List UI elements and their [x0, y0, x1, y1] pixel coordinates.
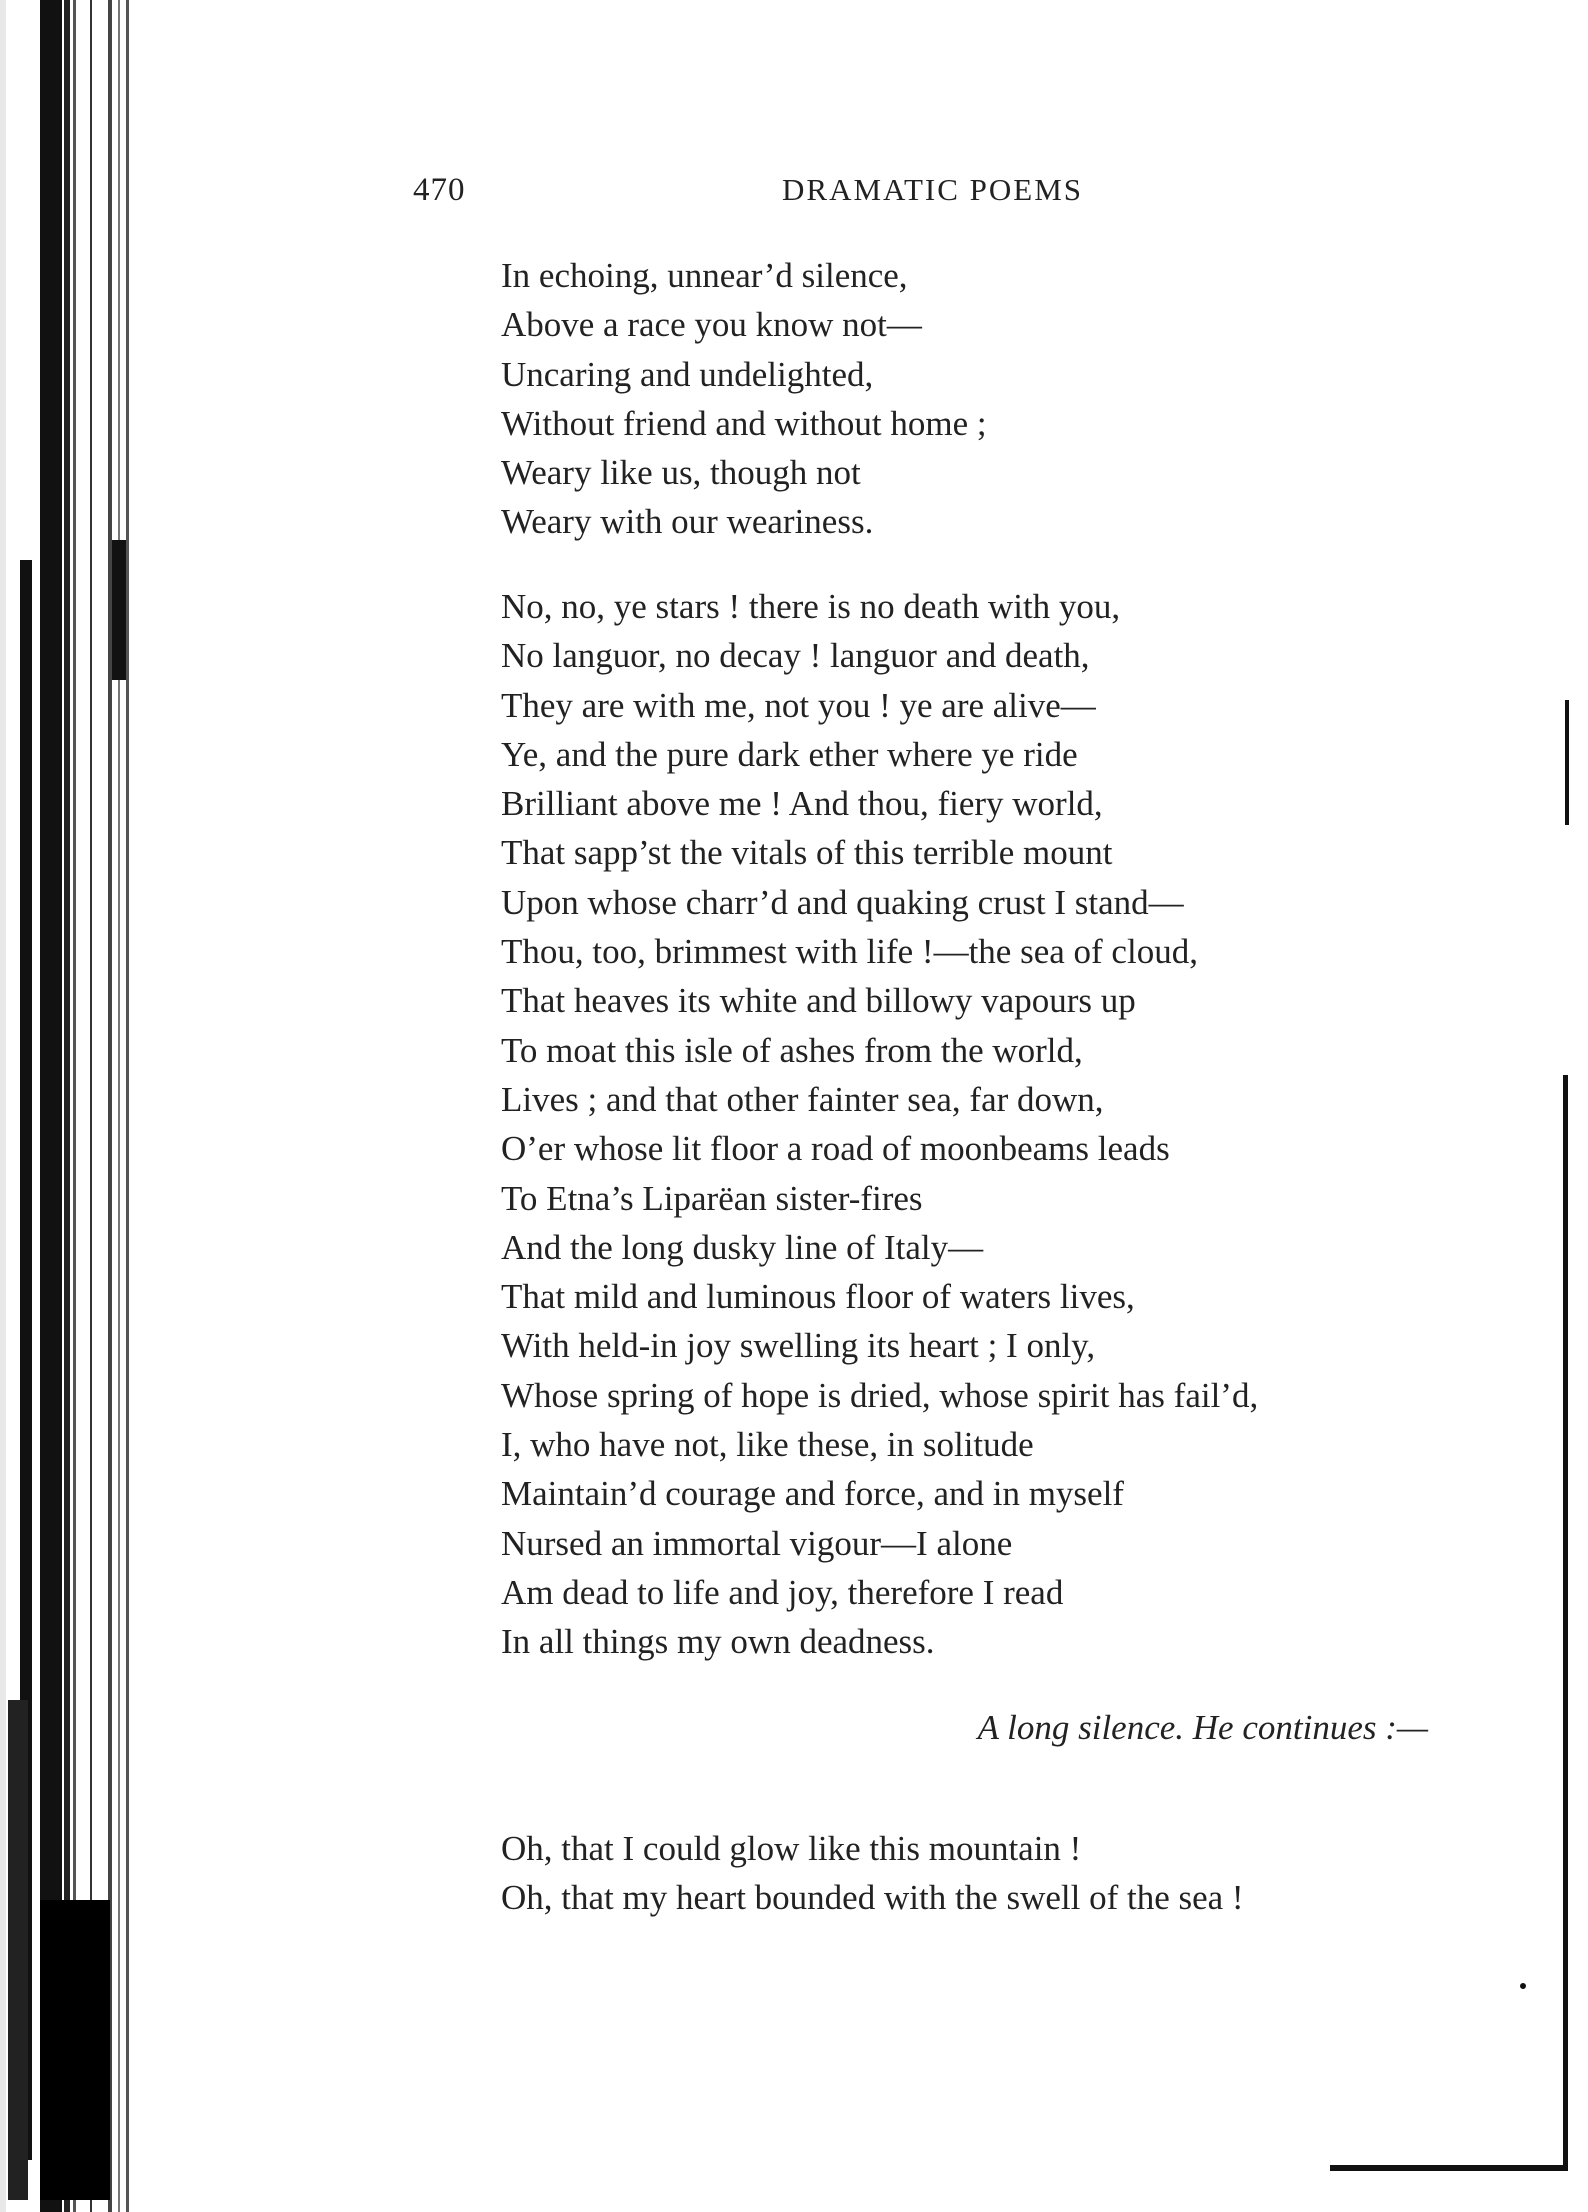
verse-line: Lives ; and that other fainter sea, far down,: [501, 1079, 1104, 1119]
verse-line: Uncaring and undelighted,: [501, 354, 874, 394]
stanza-3: [501, 1824, 1244, 1923]
verse-line: Upon whose charr’d and quaking crust I stand—: [501, 882, 1184, 922]
verse-line: Oh, that I could glow like this mountain !: [501, 1829, 1082, 1868]
verse-line: No, no, ye stars ! there is no death with you,: [501, 587, 1121, 626]
verse-line: They are with me, not you ! ye are alive—: [501, 685, 1096, 725]
verse-line: Am dead to life and joy, therefore I read: [501, 1572, 1064, 1612]
bottom-edge-line: [1330, 2165, 1568, 2171]
running-head: DRAMATIC POEMS: [782, 172, 1084, 207]
verse-line: Without friend and without home ;: [501, 403, 987, 443]
stage-direction: A long silence. He continues :—: [977, 1708, 1428, 1747]
stanza-2: [501, 582, 1258, 1667]
verse-line: Weary with our weariness.: [501, 502, 874, 542]
verse-line: To moat this isle of ashes from the world,: [501, 1030, 1083, 1070]
verse-line: Nursed an immortal vigour—I alone: [501, 1523, 1013, 1563]
verse-line: No languor, no decay ! languor and death,: [501, 636, 1090, 676]
binding-shadow: [0, 0, 135, 2212]
stanza-1: [501, 251, 987, 547]
verse-line: To Etna’s Liparëan sister-fires: [501, 1178, 923, 1218]
verse-line: In all things my own deadness.: [501, 1622, 935, 1662]
verse-line: That mild and luminous floor of waters lives,: [501, 1277, 1135, 1317]
stray-mark: [1520, 1983, 1526, 1989]
verse-line: And the long dusky line of Italy—: [501, 1227, 984, 1267]
right-edge-line-bottom: [1563, 1075, 1568, 2165]
right-edge-line-top: [1565, 700, 1569, 825]
verse-line: Oh, that my heart bounded with the swell of the sea !: [501, 1878, 1244, 1918]
verse-line: Above a race you know not—: [501, 305, 922, 345]
verse-line: That sapp’st the vitals of this terrible mount: [501, 833, 1113, 873]
verse-line: O’er whose lit floor a road of moonbeams leads: [501, 1129, 1170, 1169]
verse-line: In echoing, unnear’d silence,: [501, 256, 908, 295]
page-number: 470: [413, 172, 466, 208]
verse-line: Weary like us, though not: [501, 453, 861, 493]
verse-line: With held-in joy swelling its heart ; I only,: [501, 1326, 1096, 1366]
verse-line: I, who have not, like these, in solitude: [501, 1425, 1034, 1465]
verse-line: Maintain’d courage and force, and in myself: [501, 1474, 1124, 1514]
verse-line: Ye, and the pure dark ether where ye ride: [501, 734, 1078, 774]
verse-line: That heaves its white and billowy vapours up: [501, 981, 1136, 1021]
verse-line: Thou, too, brimmest with life !—the sea of cloud,: [501, 932, 1198, 972]
verse-line: Whose spring of hope is dried, whose spirit has fail’d,: [501, 1375, 1259, 1415]
verse-line: Brilliant above me ! And thou, fiery world,: [501, 784, 1103, 824]
